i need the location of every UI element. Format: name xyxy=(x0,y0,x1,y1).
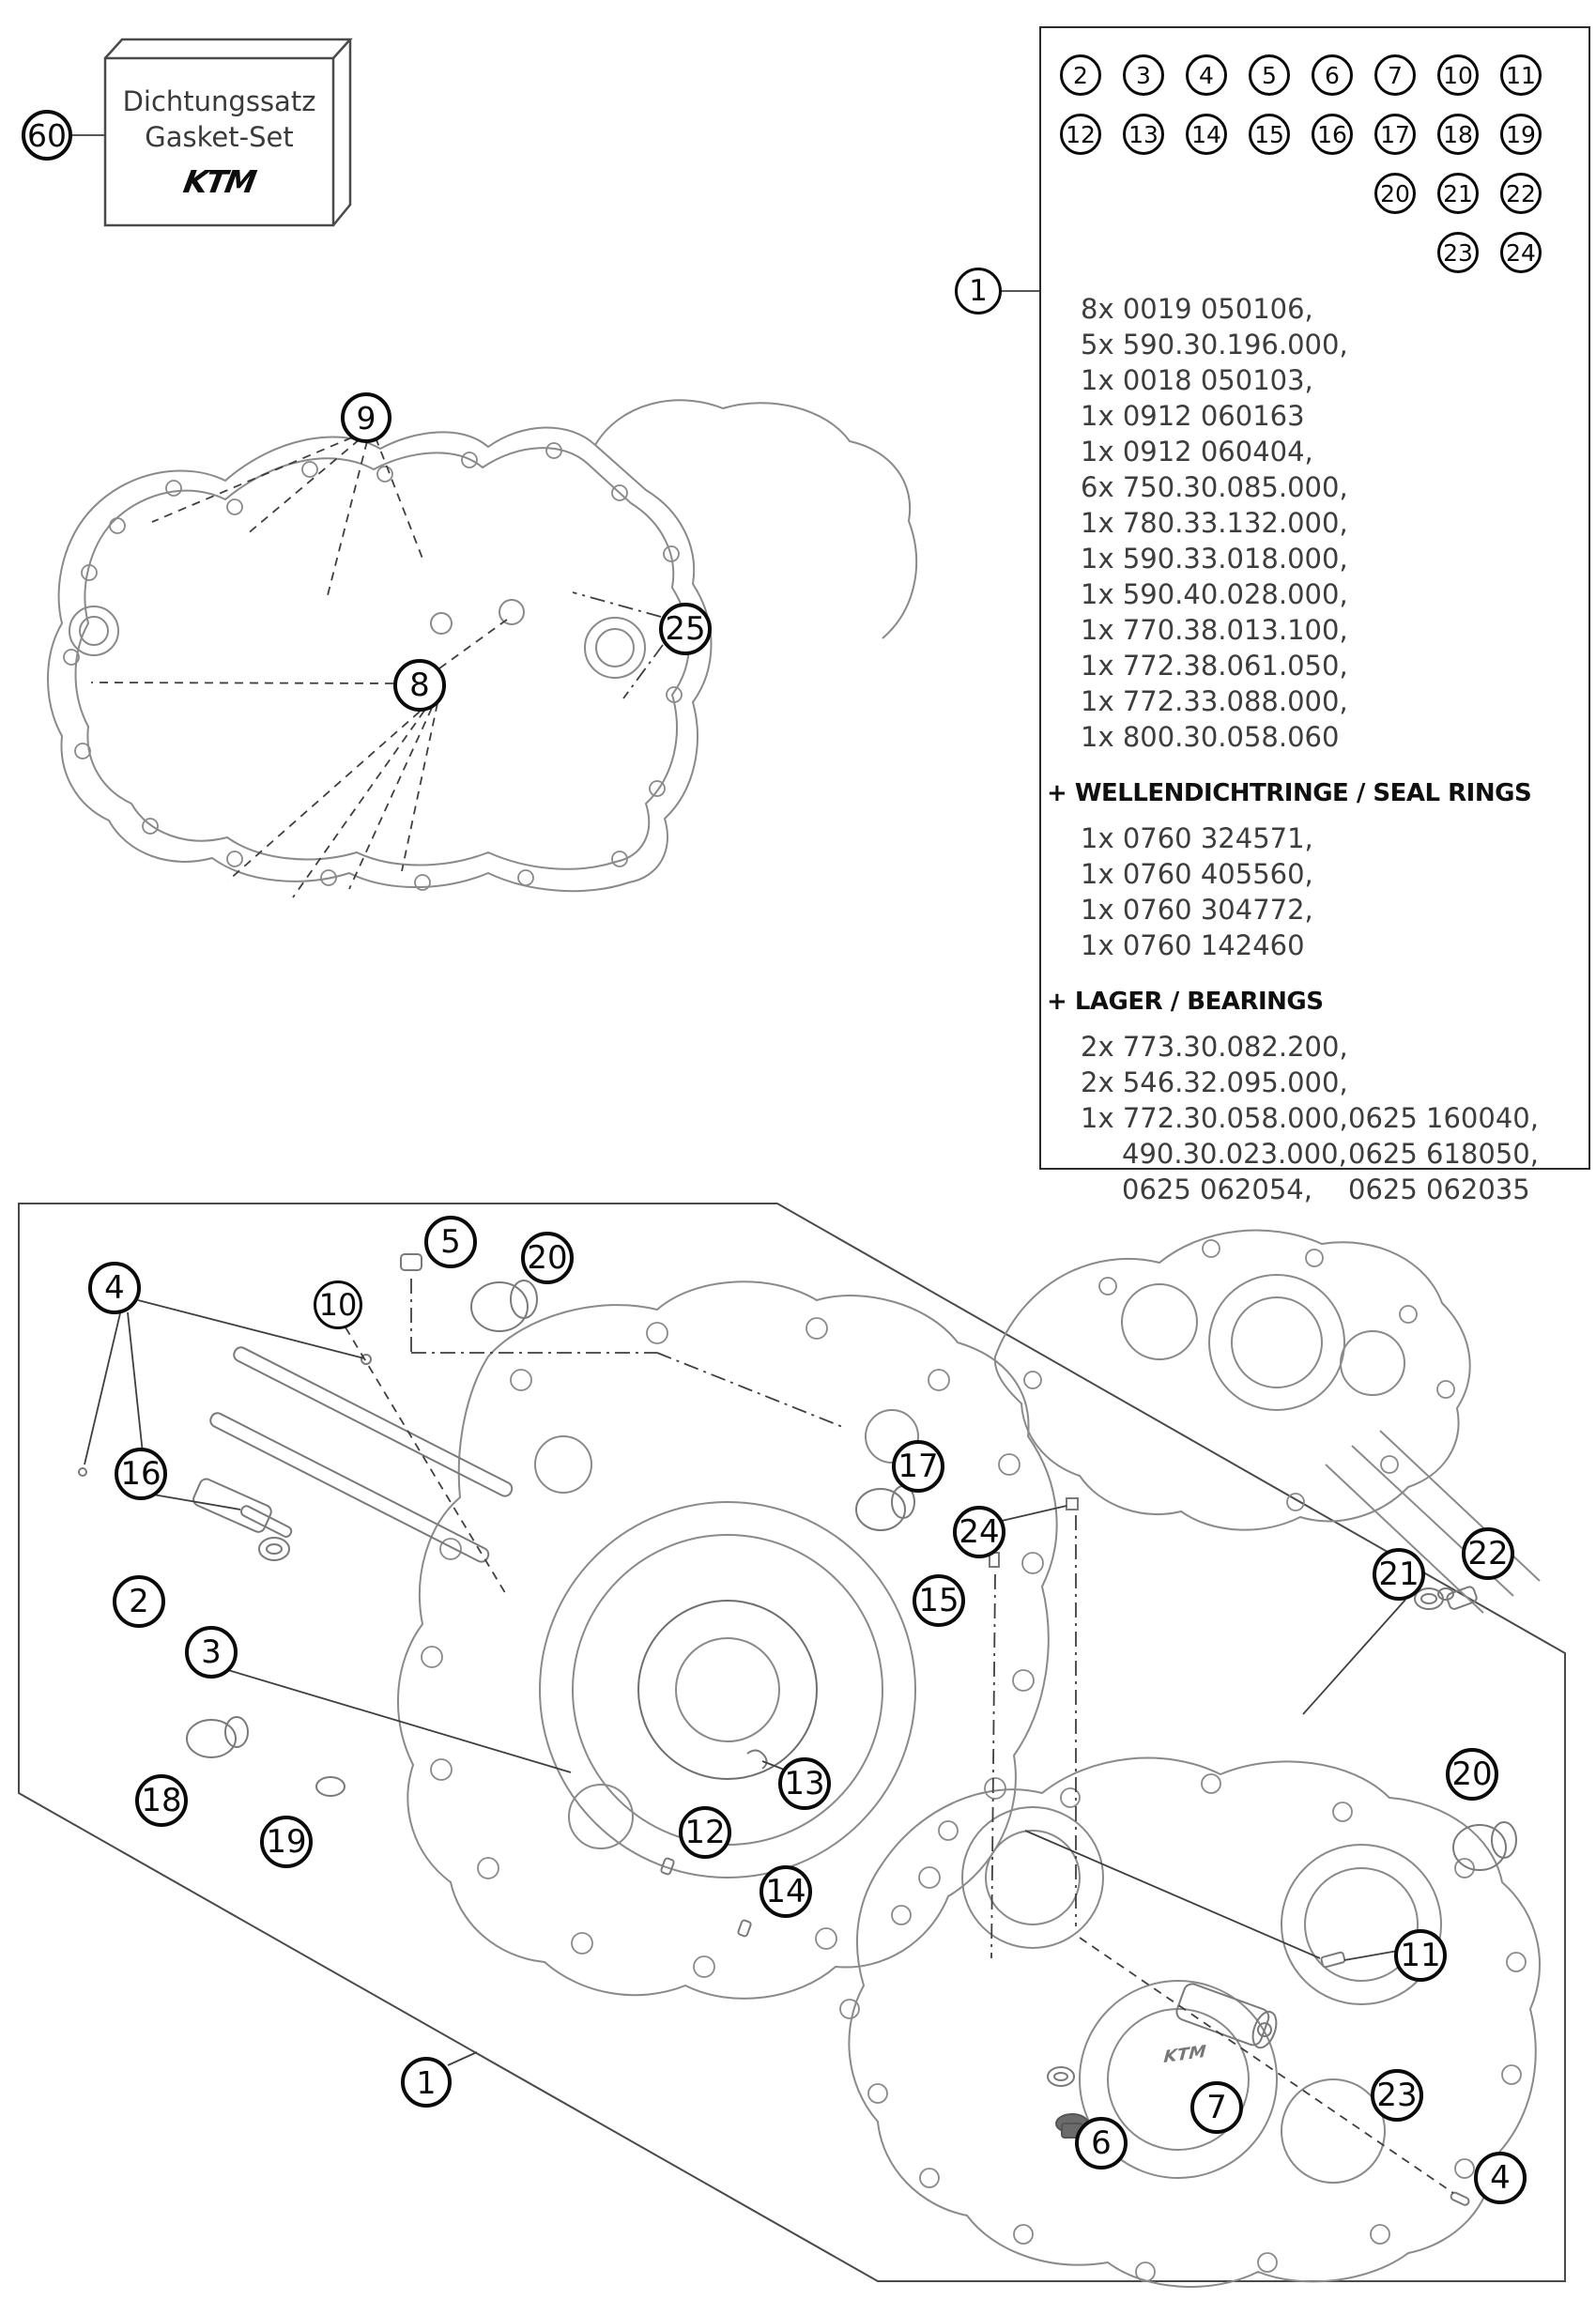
bearing-right: 0625 160040, xyxy=(1348,1102,1539,1134)
callout-24-main: 24 xyxy=(953,1506,1005,1558)
leader-line xyxy=(657,1353,845,1428)
gasket-bolt-holes xyxy=(64,443,691,890)
bearing-line xyxy=(1081,1172,1588,1207)
main-part-numbers xyxy=(1081,291,1588,755)
part-number-line: 5x 590.30.196.000, xyxy=(1081,329,1348,360)
leader-line xyxy=(327,441,367,599)
part-number-line: 1x 0760 304772, xyxy=(1081,894,1313,926)
part-number-line: 6x 750.30.085.000, xyxy=(1081,471,1348,503)
leader-line xyxy=(448,2052,477,2065)
stud-19 xyxy=(316,1777,345,1796)
included-item-14: 14 xyxy=(1186,114,1227,155)
bearing-left: 1x 772.30.058.000, xyxy=(1081,1102,1348,1134)
seal-ring-part-numbers xyxy=(1081,820,1588,963)
bushing-20a xyxy=(471,1282,528,1331)
bolt-14 xyxy=(738,1920,752,1937)
included-item-5: 5 xyxy=(1249,54,1290,96)
part-number-line: 1x 0760 324571, xyxy=(1081,822,1313,854)
part-number-line: 1x 0912 060404, xyxy=(1081,436,1313,468)
included-item-12: 12 xyxy=(1060,114,1101,155)
part-number-line: 1x 772.33.088.000, xyxy=(1081,685,1348,717)
callout-21-main: 21 xyxy=(1373,1548,1425,1601)
bushing-18 xyxy=(187,1720,236,1757)
leader-line xyxy=(439,620,507,668)
bearing-left: 2x 773.30.082.200, xyxy=(1081,1031,1348,1063)
callout-9-cover-gasket: 9 xyxy=(341,392,391,443)
bearing-part-numbers xyxy=(1081,1029,1588,1207)
leader-line xyxy=(376,437,424,563)
leader-line xyxy=(402,703,437,871)
leader-line xyxy=(293,711,424,897)
included-item-10: 10 xyxy=(1437,54,1479,96)
callout-4-main: 4 xyxy=(88,1262,141,1314)
clip-13 xyxy=(747,1750,767,1769)
included-items-row-1 xyxy=(1060,54,1588,96)
included-items-row-2 xyxy=(1060,114,1588,155)
leader-line xyxy=(573,592,661,617)
leader-line xyxy=(246,439,360,535)
callout-16-main: 16 xyxy=(115,1448,167,1500)
seal-rings-header: + WELLENDICHTRINGE / SEAL RINGS xyxy=(1047,779,1532,807)
callout-20-main: 20 xyxy=(521,1232,574,1284)
small-parts-sketches xyxy=(79,1254,1516,2206)
bolt-4a xyxy=(232,1345,514,1498)
part-number-line: 1x 0912 060163 xyxy=(1081,400,1305,432)
leader-line xyxy=(91,682,393,683)
ktm-logo: KTM xyxy=(180,162,258,200)
bushing-20b xyxy=(1453,1825,1506,1870)
gasket-set-line1: Dichtungssatz xyxy=(122,84,316,117)
callout-15-main: 15 xyxy=(913,1574,965,1627)
part-number-line: 1x 780.33.132.000, xyxy=(1081,507,1348,539)
callout-1-parts-box: 1 xyxy=(955,268,1002,314)
included-item-2: 2 xyxy=(1060,54,1101,96)
screw-16 xyxy=(239,1505,293,1539)
case-cast-logo: KTM xyxy=(1162,2042,1207,2067)
left-crankcase-sketch xyxy=(398,1281,1057,1999)
included-item-18: 18 xyxy=(1437,114,1479,155)
part-number-line: 1x 800.30.058.060 xyxy=(1081,721,1340,753)
included-item-4: 4 xyxy=(1186,54,1227,96)
bearing-left: 490.30.023.000, xyxy=(1122,1138,1347,1170)
included-item-21: 21 xyxy=(1437,173,1479,214)
bolt-12 xyxy=(661,1858,675,1875)
leader-line xyxy=(152,437,352,522)
leader-line xyxy=(1344,1951,1398,1960)
included-item-13: 13 xyxy=(1123,114,1164,155)
callout-7-main: 7 xyxy=(1190,2081,1243,2134)
callout-5-main: 5 xyxy=(424,1216,477,1268)
washer-3 xyxy=(259,1538,289,1560)
bearing-line xyxy=(1081,1136,1588,1172)
included-item-17: 17 xyxy=(1374,114,1416,155)
bushing-17 xyxy=(856,1489,905,1530)
included-items-row-3 xyxy=(1374,173,1588,214)
included-item-16: 16 xyxy=(1312,114,1353,155)
bearing-right: 0625 062035 xyxy=(1348,1173,1530,1205)
bearing-left: 2x 546.32.095.000, xyxy=(1081,1066,1348,1098)
assembly-frame xyxy=(19,1204,1565,2281)
callout-14-main: 14 xyxy=(760,1865,812,1918)
leader-line xyxy=(623,645,663,698)
callout-11-main: 11 xyxy=(1394,1929,1447,1982)
leader-line xyxy=(1303,1600,1405,1714)
callout-23-main: 23 xyxy=(1371,2069,1423,2122)
callout-3-main: 3 xyxy=(185,1626,238,1679)
callout-6-main: 6 xyxy=(1075,2117,1128,2170)
callout-10-main: 10 xyxy=(314,1280,362,1329)
leader-line xyxy=(128,1312,143,1453)
included-item-20: 20 xyxy=(1374,173,1416,214)
bearing-line xyxy=(1081,1065,1588,1100)
part-number-line: 8x 0019 050106, xyxy=(1081,293,1313,325)
callout-22-main: 22 xyxy=(1462,1527,1514,1580)
callout-25-cover-gasket: 25 xyxy=(659,603,712,655)
bearing-line xyxy=(1081,1100,1588,1136)
bolt-4c xyxy=(1450,2191,1470,2206)
callout-17-main: 17 xyxy=(892,1440,944,1493)
gasket-set-label xyxy=(105,58,333,225)
bolt-24 xyxy=(1067,1498,1078,1510)
callout-2-main: 2 xyxy=(113,1575,165,1628)
bearing-right: 0625 618050, xyxy=(1348,1138,1539,1170)
included-item-7: 7 xyxy=(1374,54,1416,96)
part-number-line: 1x 772.38.061.050, xyxy=(1081,650,1348,682)
ring-7 xyxy=(1048,2067,1074,2086)
included-item-19: 19 xyxy=(1500,114,1542,155)
callout-4-main: 4 xyxy=(1474,2152,1527,2204)
included-item-23: 23 xyxy=(1437,232,1479,273)
callout-60-gasket-set: 60 xyxy=(22,110,72,161)
bearings-header: + LAGER / BEARINGS xyxy=(1047,988,1324,1016)
part-number-line: 1x 0760 142460 xyxy=(1081,929,1305,961)
included-item-22: 22 xyxy=(1500,173,1542,214)
callout-1-main: 1 xyxy=(401,2057,452,2108)
plug-5 xyxy=(401,1254,422,1270)
included-item-15: 15 xyxy=(1249,114,1290,155)
callout-8-cover-gasket: 8 xyxy=(393,659,446,712)
included-items-row-4 xyxy=(1437,232,1588,273)
included-item-24: 24 xyxy=(1500,232,1542,273)
bearing-line xyxy=(1081,1029,1588,1065)
leader-line xyxy=(991,1574,995,1958)
leader-line xyxy=(153,1495,240,1510)
leader-line xyxy=(84,1313,120,1464)
callout-18-main: 18 xyxy=(135,1774,188,1827)
parts-list-box xyxy=(1039,26,1590,1205)
callout-19-main: 19 xyxy=(260,1816,313,1868)
leader-line xyxy=(1080,1938,1453,2193)
key-11 xyxy=(1321,1952,1345,1968)
included-item-3: 3 xyxy=(1123,54,1164,96)
included-item-11: 11 xyxy=(1500,54,1542,96)
callout-13-main: 13 xyxy=(778,1757,831,1810)
part-number-line: 1x 0760 405560, xyxy=(1081,858,1313,890)
part-number-line: 1x 0018 050103, xyxy=(1081,364,1313,396)
callout-12-main: 12 xyxy=(679,1806,731,1859)
callout-20-main: 20 xyxy=(1446,1748,1498,1801)
part-number-line: 1x 590.33.018.000, xyxy=(1081,543,1348,575)
part-number-line: 1x 590.40.028.000, xyxy=(1081,578,1348,610)
shaft-23 xyxy=(1174,1982,1281,2051)
bearing-left: 0625 062054, xyxy=(1122,1173,1312,1205)
part-number-line: 1x 770.38.013.100, xyxy=(1081,614,1348,646)
bolt-4b xyxy=(208,1411,491,1564)
gasket-set-line2: Gasket-Set xyxy=(145,120,294,153)
cover-gasket-sketch xyxy=(48,400,916,891)
included-item-6: 6 xyxy=(1312,54,1353,96)
leader-line xyxy=(1025,1831,1320,1958)
